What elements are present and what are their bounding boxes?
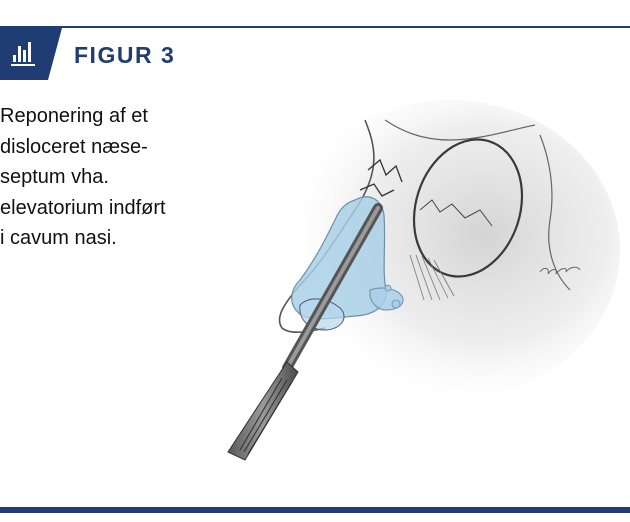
septum-drop bbox=[385, 285, 391, 291]
caption-line: i cavum nasi. bbox=[0, 227, 117, 249]
medical-illustration bbox=[150, 100, 620, 490]
caption-line: Reponering af et bbox=[0, 105, 148, 127]
caption-line: elevatorium indført bbox=[0, 196, 166, 219]
caption-line: disloceret næse- bbox=[0, 135, 148, 158]
bottom-rule bbox=[0, 507, 630, 513]
caption-line: septum vha. bbox=[0, 166, 109, 188]
septum-drop bbox=[392, 300, 400, 308]
top-rule bbox=[0, 26, 630, 28]
figure-title: FIGUR 3 bbox=[74, 42, 176, 68]
figure-badge bbox=[0, 28, 62, 80]
